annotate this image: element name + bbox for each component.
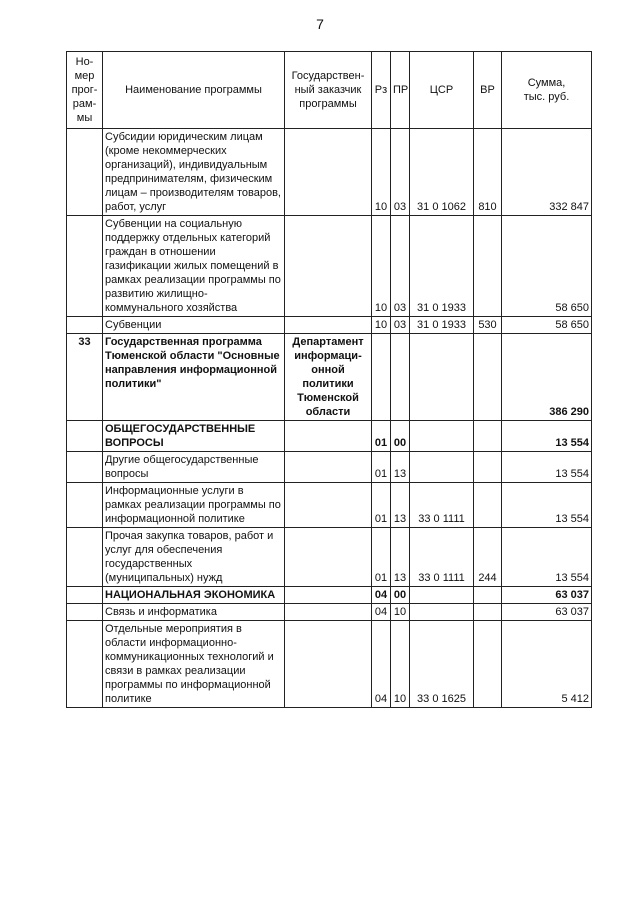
cell-rz: 01 — [372, 421, 391, 452]
cell-customer — [285, 483, 372, 528]
cell-name: Субвенции на социальную поддержку отдельных категорий граждан в отношении газификации жилых помещений в рамках реализации программы по развитию жилищно-коммунального хозяйства — [103, 216, 285, 317]
cell-rz: 10 — [372, 216, 391, 317]
cell-name: Связь и информатика — [103, 604, 285, 621]
cell-pr: 13 — [391, 452, 410, 483]
cell-csr — [410, 452, 474, 483]
table-row — [67, 216, 592, 317]
cell-csr — [410, 421, 474, 452]
cell-sum: 13 554 — [502, 421, 592, 452]
cell-pr: 00 — [391, 587, 410, 604]
table-row — [67, 452, 592, 483]
cell-sum: 13 554 — [502, 483, 592, 528]
cell-csr: 33 0 1111 — [410, 528, 474, 587]
cell-name: Другие общегосударственные вопросы — [103, 452, 285, 483]
cell-rz: 01 — [372, 483, 391, 528]
cell-sum: 13 554 — [502, 528, 592, 587]
cell-csr: 33 0 1625 — [410, 621, 474, 708]
cell-name: ОБЩЕГОСУДАРСТВЕННЫЕ ВОПРОСЫ — [103, 421, 285, 452]
cell-rz: 04 — [372, 621, 391, 708]
cell-customer — [285, 216, 372, 317]
cell-rz: 10 — [372, 129, 391, 216]
cell-pr: 00 — [391, 421, 410, 452]
col-header-vr: ВР — [474, 52, 502, 129]
cell-name: Отдельные мероприятия в области информационно-коммуникационных технологий и связи в рамках реализации программы по информационной политике — [103, 621, 285, 708]
cell-customer — [285, 317, 372, 334]
cell-num — [67, 621, 103, 708]
col-header-csr: ЦСР — [410, 52, 474, 129]
cell-customer — [285, 604, 372, 621]
cell-sum: 58 650 — [502, 216, 592, 317]
cell-pr: 03 — [391, 129, 410, 216]
cell-customer — [285, 129, 372, 216]
cell-rz — [372, 334, 391, 421]
cell-num — [67, 421, 103, 452]
cell-sum: 58 650 — [502, 317, 592, 334]
table-row — [67, 317, 592, 334]
col-header-num: Но- мер прог- рам- мы — [67, 52, 103, 129]
cell-sum: 386 290 — [502, 334, 592, 421]
cell-customer — [285, 452, 372, 483]
cell-vr — [474, 604, 502, 621]
page-number: 7 — [316, 16, 324, 32]
cell-rz: 01 — [372, 528, 391, 587]
cell-num — [67, 587, 103, 604]
col-header-customer: Государствен- ный заказчик программы — [285, 52, 372, 129]
col-header-pr: ПР — [391, 52, 410, 129]
cell-name: Прочая закупка товаров, работ и услуг для обеспечения государственных (муниципальных) нужд — [103, 528, 285, 587]
cell-vr — [474, 621, 502, 708]
cell-vr: 244 — [474, 528, 502, 587]
cell-num: 33 — [67, 334, 103, 421]
table-row — [67, 528, 592, 587]
table-row — [67, 587, 592, 604]
cell-csr: 31 0 1933 — [410, 216, 474, 317]
cell-vr — [474, 483, 502, 528]
cell-name: НАЦИОНАЛЬНАЯ ЭКОНОМИКА — [103, 587, 285, 604]
cell-vr — [474, 452, 502, 483]
cell-csr — [410, 587, 474, 604]
cell-pr: 03 — [391, 317, 410, 334]
table-row — [67, 483, 592, 528]
budget-table — [66, 51, 592, 708]
cell-num — [67, 528, 103, 587]
cell-sum: 332 847 — [502, 129, 592, 216]
table-row — [67, 621, 592, 708]
cell-csr — [410, 604, 474, 621]
cell-rz: 10 — [372, 317, 391, 334]
cell-num — [67, 216, 103, 317]
cell-vr: 810 — [474, 129, 502, 216]
table-row — [67, 334, 592, 421]
table-header — [67, 52, 592, 129]
cell-rz: 04 — [372, 604, 391, 621]
cell-num — [67, 604, 103, 621]
cell-name: Государственная программа Тюменской области "Основные направления информационной политики" — [103, 334, 285, 421]
cell-rz: 04 — [372, 587, 391, 604]
table-row — [67, 604, 592, 621]
col-header-rz: Рз — [372, 52, 391, 129]
cell-num — [67, 317, 103, 334]
col-header-name: Наименование программы — [103, 52, 285, 129]
cell-pr: 10 — [391, 621, 410, 708]
cell-vr — [474, 216, 502, 317]
table-row — [67, 129, 592, 216]
cell-csr: 33 0 1111 — [410, 483, 474, 528]
cell-pr: 13 — [391, 528, 410, 587]
cell-customer — [285, 587, 372, 604]
cell-customer — [285, 421, 372, 452]
cell-num — [67, 452, 103, 483]
cell-sum: 63 037 — [502, 604, 592, 621]
cell-csr: 31 0 1933 — [410, 317, 474, 334]
cell-num — [67, 129, 103, 216]
table-row — [67, 421, 592, 452]
cell-name: Субсидии юридическим лицам (кроме некоммерческих организаций), индивидуальным предпринимателям, физическим лицам – производителям товаров, работ, услуг — [103, 129, 285, 216]
cell-pr: 10 — [391, 604, 410, 621]
cell-customer — [285, 621, 372, 708]
cell-sum: 13 554 — [502, 452, 592, 483]
cell-vr — [474, 334, 502, 421]
cell-vr — [474, 421, 502, 452]
cell-name: Субвенции — [103, 317, 285, 334]
cell-csr: 31 0 1062 — [410, 129, 474, 216]
cell-sum: 5 412 — [502, 621, 592, 708]
cell-pr: 03 — [391, 216, 410, 317]
cell-csr — [410, 334, 474, 421]
cell-pr — [391, 334, 410, 421]
cell-num — [67, 483, 103, 528]
cell-vr — [474, 587, 502, 604]
cell-customer — [285, 528, 372, 587]
col-header-sum: Сумма, тыс. руб. — [502, 52, 592, 129]
cell-sum: 63 037 — [502, 587, 592, 604]
cell-rz: 01 — [372, 452, 391, 483]
cell-vr: 530 — [474, 317, 502, 334]
cell-pr: 13 — [391, 483, 410, 528]
cell-name: Информационные услуги в рамках реализации программы по информационной политике — [103, 483, 285, 528]
cell-customer: Департамент информаци-онной политики Тюменской области — [285, 334, 372, 421]
